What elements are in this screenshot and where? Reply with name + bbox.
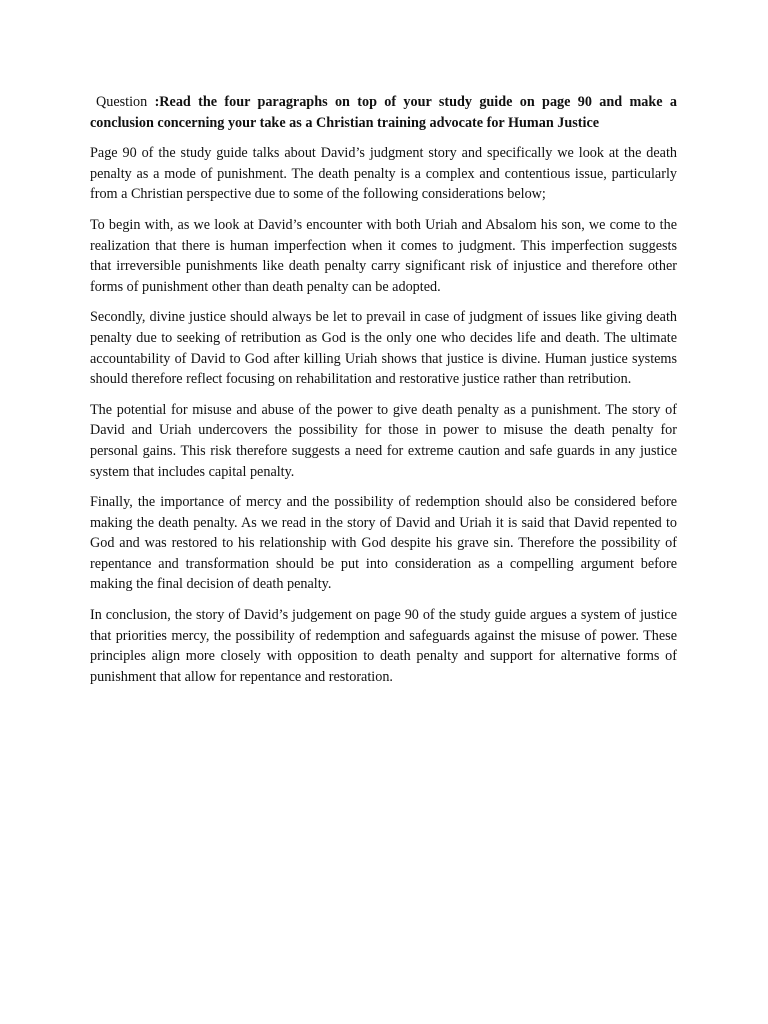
paragraph-conclusion: In conclusion, the story of David’s judgement on page 90 of the study guide argues a system of justice that priorities mercy, the possibility of redemption and safeguards against the misuse of power. These principles align more closely with opposition to death penalty and support for alternative forms of punishment that allow for repentance and restoration. <box>90 607 677 685</box>
question-text: :Read the four paragraphs on top of your study guide on page 90 and make a conclusion concerning your take as a Christian training advocate for Human Justice <box>90 94 677 131</box>
document-page <box>90 92 677 697</box>
paragraph-intro: Page 90 of the study guide talks about David’s judgment story and specifically we look at the death penalty as a mode of punishment. The death penalty is a complex and contentious issue, particularly from a Christian perspective due to some of the following considerations below; <box>90 145 677 203</box>
paragraph-mercy-redemption: Finally, the importance of mercy and the possibility of redemption should also be considered before making the death penalty. As we read in the story of David and Uriah it is said that David repented to God and was restored to his relationship with God despite his grave sin. Therefore the possibility of repentance and transformation should be put into consideration as a compelling argument before making the final decision of death penalty. <box>90 494 677 593</box>
question-label: Question <box>96 94 155 110</box>
paragraph-misuse-of-power: The potential for misuse and abuse of the power to give death penalty as a punishment. The story of David and Uriah undercovers the possibility for those in power to misuse the death penalty for personal gains. This risk therefore suggests a need for extreme caution and safe guards in any justice system that includes capital penalty. <box>90 401 677 480</box>
paragraph-divine-justice: Secondly, divine justice should always be let to prevail in case of judgment of issues like giving death penalty due to seeking of retribution as God is the only one who decides life and death. The ultimate accountability of David to God after killing Uriah shows that justice is divine. Human justice systems should therefore reflect focusing on rehabilitation and restorative justice rather than retribution. <box>90 309 677 388</box>
paragraph-human-imperfection: To begin with, as we look at David’s encounter with both Uriah and Absalom his son, we come to the realization that there is human imperfection when it comes to judgment. This imperfection suggests that irreversible punishments like death penalty carry significant risk of injustice and therefore other forms of punishment other than death penalty can be adopted. <box>90 216 677 295</box>
question-heading <box>90 92 677 133</box>
